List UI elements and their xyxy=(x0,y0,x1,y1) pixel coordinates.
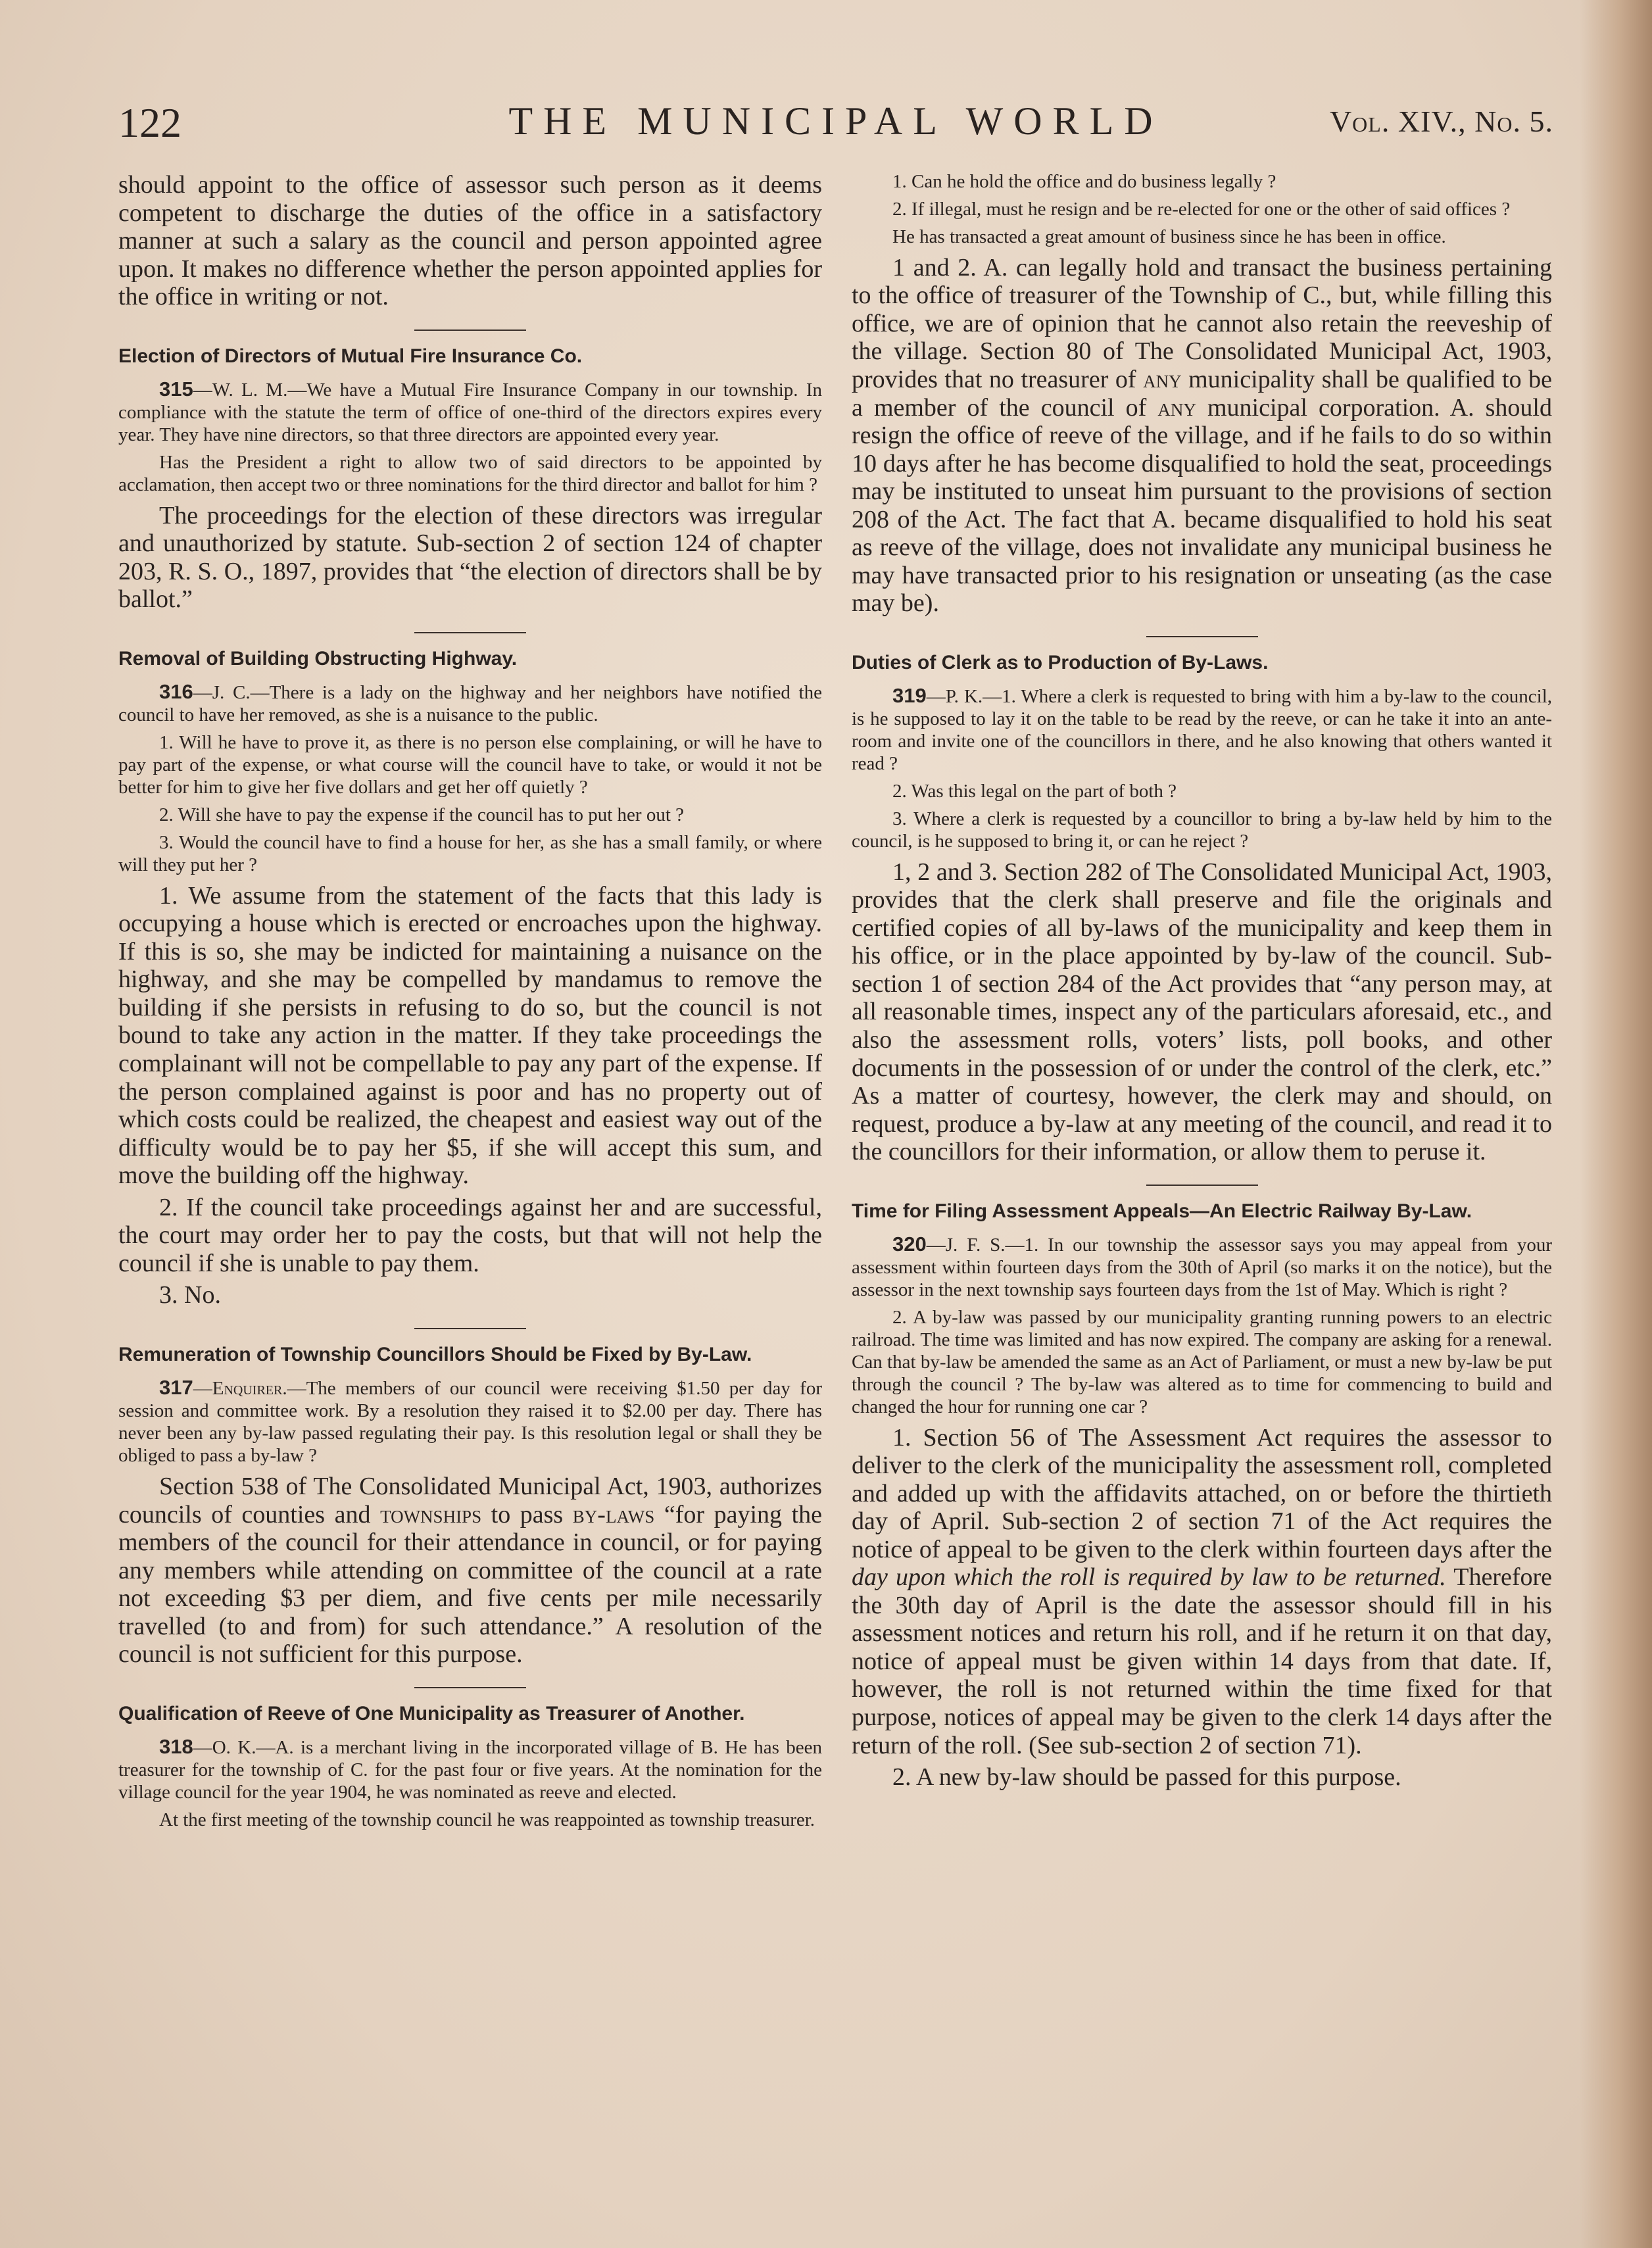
question-316-3: 3. Would the council have to find a house for her, as she has a small family, or where will they put her ? xyxy=(118,831,822,875)
question-320-1: 320—J. F. S.—1. In our township the assessor says you may appeal from your assessment within fourteen days from the 30th of April (so marks it on the notice), but the assessor in the next township says fourteen days from the 1st of May. Which is right ? xyxy=(852,1233,1552,1300)
question-318-1: 1. Can he hold the office and do business legally ? xyxy=(892,171,1276,192)
answer-316-2: 2. If the council take proceedings against her and are successful, the court may order her to pay the costs, but that will not help the council if she is unable to pay them. xyxy=(118,1193,822,1277)
answer-319: 1, 2 and 3. Section 282 of The Consolidated Municipal Act, 1903, provides that the clerk shall preserve and file the originals and certified copies of all by-laws of the municipality and keep them in his office, or in the place appointed by by-law of the council. Sub-section 1 of section 284 of the Act provides that “any person may, at all reasonable times, inspect any of the particulars aforesaid, etc., and also the assessment rolls, voters’ lists, poll books, and other documents in the possession of or under the control of the clerk, etc.” As a matter of courtesy, however, the clerk may and should, on request, produce a by-law at any meeting of the council, and read it to the councillors for their information, or allow them to peruse it. xyxy=(852,858,1552,1166)
query-number-318: 318 xyxy=(159,1735,193,1759)
query-number-315: 315 xyxy=(159,378,193,401)
query-number-319: 319 xyxy=(892,684,927,708)
heading-320: Time for Filing Assessment Appeals—An Electric Railway By-Law. xyxy=(852,1200,1472,1222)
question-319-3: 3. Where a clerk is requested by a councillor to bring a by-law held by him to the council, is he supposed to bring it, or can he reject ? xyxy=(852,808,1552,852)
right-column xyxy=(852,171,1552,2195)
heading-316: Removal of Building Obstructing Highway. xyxy=(118,647,518,670)
section-divider xyxy=(414,330,526,331)
question-316: 316—J. C.—There is a lady on the highway and her neighbors have notified the council to have her removed, as she is a nuisance to the public. xyxy=(118,680,822,726)
section-divider xyxy=(414,1687,526,1688)
page-header xyxy=(118,99,1553,158)
answer-320-2: 2. A new by-law should be passed for this purpose. xyxy=(892,1763,1401,1792)
answer-318: 1 and 2. A. can legally hold and transact the business pertaining to the office of treasurer of the Township of C., but, while filling this office, we are of opinion that he cannot also retain the reeveship of the village. Section 80 of The Consolidated Municipal Act, 1903, provides that no treasurer of any municipality shall be qualified to be a member of the council of any municipal corporation. A. should resign the office of reeve of the village, and if he fails to do so within 10 days after he has become disqualified to hold the seat, proceedings may be instituted to unseat him pursuant to the provisions of section 208 of the Act. The fact that A. became disqualified to hold his seat as reeve of the village, does not invalidate any municipal business he may have transacted prior to his resignation or unseating (as the case may be). xyxy=(852,253,1552,618)
question-318-b: At the first meeting of the township council he was reappointed as township treasurer. xyxy=(159,1809,815,1830)
heading-315: Election of Directors of Mutual Fire Insurance Co. xyxy=(118,345,583,367)
page-number: 122 xyxy=(118,99,182,146)
section-divider xyxy=(414,632,526,633)
query-number-316: 316 xyxy=(159,680,193,704)
question-317: 317—Enquirer.—The members of our council were receiving $1.50 per day for session and committee work. By a resolution they raised it to $2.00 per day. There has never been any by-law passed regulating their pay. Is this resolution legal or shall they be obliged to pass a by-law ? xyxy=(118,1376,822,1467)
heading-319: Duties of Clerk as to Production of By-Laws. xyxy=(852,651,1269,673)
answer-317: Section 538 of The Consolidated Municipal Act, 1903, authorizes councils of counties and townships to pass by-laws “for paying the members of the council for their attendance in council, or for paying any members while attending on committee of the council at a rate not exceeding $3 per diem, and five cents per mile necessarily travelled (to and from) for such attendance.” A resolution of the council is not sufficient for this purpose. xyxy=(118,1472,823,1669)
answer-315: The proceedings for the election of these directors was irregular and unauthorized by statute. Sub-section 2 of section 124 of chapter 203, R. S. O., 1897, provides that “the election of directors shall be by ballot.” xyxy=(118,501,822,614)
answer-320-1: 1. Section 56 of The Assessment Act requires the assessor to deliver to the clerk of the municipality the assessment roll, completed and added up with the affidavits attached, on or before the thirtieth day of April. Sub-section 2 of section 71 of the Act requires the notice of appeal to be given to the clerk within fourteen days after the day upon which the roll is required by law to be returned. Therefore the 30th day of April is the date the assessor should fill in his assessment notices and return his roll, and if he return it on that day, notice of appeal must be given within 14 days from that date. If, however, the roll is not returned within the time fixed for that purpose, notices of appeal may be given to the clerk 14 days after the return of the roll. (See sub-section 2 of section 71). xyxy=(852,1423,1553,1759)
intro-paragraph: should appoint to the office of assessor such person as it deems competent to discharge the duties of the office in a satisfactory manner at such a salary as the council and person appointed agree upon. It makes no difference whether the person appointed applies for the office in writing or not. xyxy=(118,171,822,311)
section-divider xyxy=(1146,636,1258,637)
answer-316-3: 3. No. xyxy=(159,1281,221,1309)
question-319-2: 2. Was this legal on the part of both ? xyxy=(892,780,1177,802)
question-316-1: 1. Will he have to prove it, as there is no person else complaining, or will he have to pay part of the expense, or what course will the council have to take, or would it not be better for him to give her five dollars and get her off quietly ? xyxy=(118,732,822,798)
question-316-2: 2. Will she have to pay the expense if the council has to put her out ? xyxy=(159,804,684,825)
publication-title: THE MUNICIPAL WORLD xyxy=(508,99,1163,143)
answer-316-1: 1. We assume from the statement of the facts that this lady is occupying a house which is erected or encroaches upon the highway. If this is so, she may be indicted for maintaining a nuisance on the highway, and she may be compelled by mandamus to remove the building if she persists in refusing to do so, but the council is not bound to take any action in the matter. If they take proceedings the complainant will not be compellable to pay any part of the expense. If the person complained against is poor and has no property out of which costs could be realized, the cheapest and easiest way out of the difficulty would be to pay her $5, if she will accept this sum, and move the building off the highway. xyxy=(118,881,822,1190)
question-318-c: He has transacted a great amount of business since he has been in office. xyxy=(892,226,1446,247)
question-320-2: 2. A by-law was passed by our municipality granting running powers to an electric railroad. The time was limited and has now expired. The company are asking for a renewal. Can that by-law be amended the same as an Act of Parliament, or must a new by-law be put through the council ? The by-law was altered as to time for commencing to build and changed the hour for running one car ? xyxy=(852,1306,1552,1417)
question-318-2: 2. If illegal, must he resign and be re-elected for one or the other of said offices ? xyxy=(892,198,1511,220)
query-number-320: 320 xyxy=(892,1233,927,1256)
query-number-317: 317 xyxy=(159,1376,193,1400)
question-315: 315—W. L. M.—We have a Mutual Fire Insurance Company in our township. In compliance with the statute the term of office of one-third of the directors expires every year. They have nine directors, so that three directors are appointed every year. xyxy=(118,378,822,445)
section-divider xyxy=(1146,1185,1258,1186)
heading-317: Remuneration of Township Councillors Should be Fixed by By-Law. xyxy=(118,1343,752,1365)
left-column xyxy=(118,171,822,2195)
section-divider xyxy=(414,1328,526,1329)
page-edge-shadow xyxy=(1580,0,1652,2248)
heading-318: Qualification of Reeve of One Municipality as Treasurer of Another. xyxy=(118,1702,745,1724)
question-318: 318—O. K.—A. is a merchant living in the incorporated village of B. He has been treasurer for the township of C. for the past four or five years. At the nomination for the village council for the year 1904, he was nominated as reeve and elected. xyxy=(118,1735,822,1803)
question-319-1: 319—P. K.—1. Where a clerk is requested to bring with him a by-law to the council, is he supposed to lay it on the table to be read by the reeve, or can he take it into an ante-room and invite one of the councillors in there, and he also knowing that others wanted it read ? xyxy=(852,684,1552,775)
volume-issue: Vol. XIV., No. 5. xyxy=(1329,105,1553,138)
question-315-b: Has the President a right to allow two of said directors to be appointed by acclamation, then accept two or three nominations for the third director and ballot for him ? xyxy=(118,451,822,495)
